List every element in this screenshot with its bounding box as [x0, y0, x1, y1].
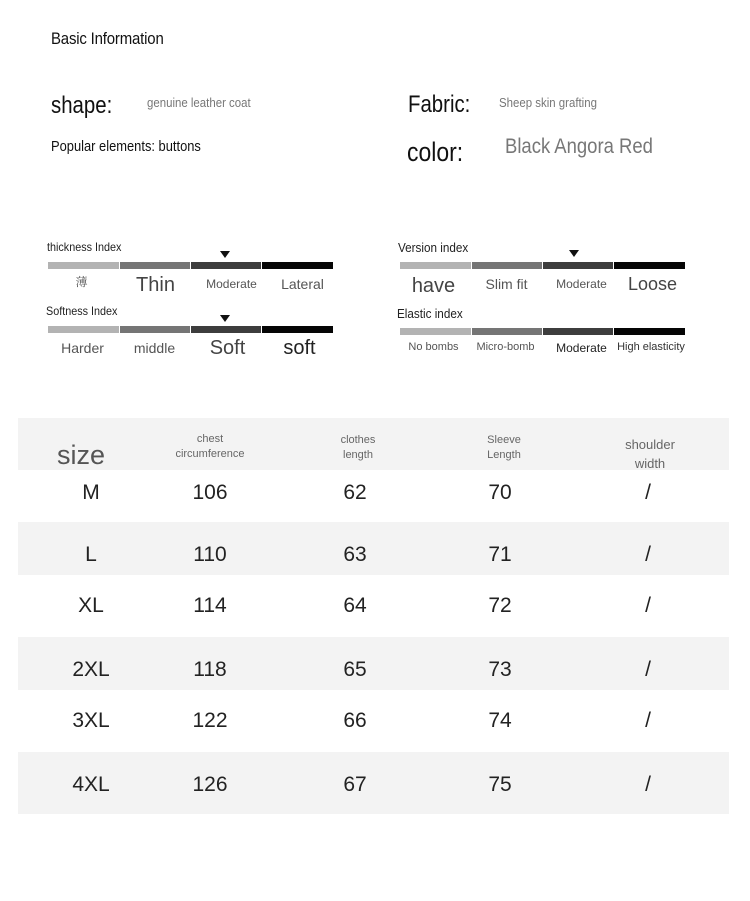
cell-length: 62: [343, 481, 367, 504]
header-length-line1: clothes: [340, 434, 376, 446]
version-bar-2: [472, 262, 542, 269]
version-seg-1: have: [411, 275, 456, 297]
header-sleeve: [454, 433, 554, 463]
elastic-bar-3: [543, 328, 613, 335]
table-row: [18, 752, 729, 814]
softness-pointer-icon: [220, 315, 230, 322]
softness-seg-3: Soft: [209, 337, 246, 359]
elastic-bar-4: [614, 328, 685, 335]
cell-length: 63: [343, 543, 367, 566]
cell-shoulder: /: [645, 773, 651, 796]
cell-shoulder: /: [645, 481, 651, 504]
thickness-bar-1: [48, 262, 119, 269]
header-shoulder-line2: width: [634, 456, 666, 471]
cell-shoulder: /: [645, 658, 651, 681]
softness-bar-3: [191, 326, 261, 333]
version-index-label: Version index: [398, 240, 469, 255]
fabric-label: Fabric:: [408, 91, 471, 118]
thickness-seg-2: Thin: [136, 274, 175, 296]
softness-seg-2: middle: [133, 340, 176, 356]
version-bar-4: [614, 262, 685, 269]
cell-length: 66: [343, 709, 367, 732]
header-shoulder-line1: shoulder: [625, 437, 675, 452]
size-table-body: [18, 470, 729, 814]
cell-chest: 106: [192, 481, 228, 504]
version-seg-2: Slim fit: [485, 276, 528, 292]
color-value: Black Angora Red: [505, 135, 653, 158]
elastic-index-label: Elastic index: [397, 306, 463, 321]
shape-value: genuine leather coat: [147, 95, 251, 110]
header-chest-line1: chest: [196, 433, 224, 445]
cell-length: 64: [343, 594, 367, 617]
fabric-value: Sheep skin grafting: [499, 95, 597, 110]
cell-chest: 122: [192, 709, 228, 732]
color-label: color:: [407, 137, 464, 167]
thickness-index-label: thickness Index: [47, 240, 122, 254]
shape-label: shape:: [51, 92, 113, 119]
cell-length: 65: [343, 658, 367, 681]
thickness-bar-4: [262, 262, 333, 269]
cell-sleeve: 72: [488, 594, 512, 617]
header-length-line2: length: [343, 449, 373, 461]
version-bar-1: [400, 262, 471, 269]
size-table: [18, 418, 729, 814]
header-chest: [160, 432, 260, 462]
cell-sleeve: 74: [488, 709, 512, 732]
cell-chest: 114: [193, 594, 227, 617]
header-length: [308, 433, 408, 463]
cell-sleeve: 71: [488, 543, 512, 566]
thickness-bar-3: [191, 262, 261, 269]
cell-size: XL: [78, 594, 104, 617]
header-size: size: [56, 440, 105, 470]
cell-size: 3XL: [72, 709, 110, 732]
softness-bar-1: [48, 326, 119, 333]
elastic-seg-4: High elasticity: [617, 341, 685, 353]
table-row: [18, 470, 729, 522]
thickness-bar-2: [120, 262, 190, 269]
cell-size: M: [82, 481, 100, 504]
elastic-seg-3: Moderate: [556, 341, 607, 355]
table-row: [18, 637, 729, 690]
thickness-seg-4: Lateral: [281, 276, 324, 292]
version-seg-4: Loose: [627, 274, 678, 294]
cell-sleeve: 73: [488, 658, 512, 681]
thickness-seg-1: 薄: [75, 275, 88, 289]
cell-size: 4XL: [72, 773, 110, 796]
softness-seg-1: Harder: [61, 340, 104, 356]
cell-chest: 110: [193, 543, 227, 566]
elastic-seg-1: No bombs: [408, 341, 459, 353]
table-row: [18, 575, 729, 637]
cell-length: 67: [343, 773, 367, 796]
cell-chest: 118: [193, 658, 227, 681]
header-shoulder: [600, 435, 700, 473]
version-seg-3: Moderate: [556, 277, 607, 291]
elastic-bar-2: [472, 328, 542, 335]
softness-seg-4: soft: [283, 337, 316, 359]
cell-sleeve: 75: [488, 773, 512, 796]
cell-size: 2XL: [72, 658, 110, 681]
header-sleeve-line2: Length: [487, 449, 521, 461]
version-bar-3: [543, 262, 613, 269]
elastic-seg-2: Micro-bomb: [476, 341, 535, 353]
cell-sleeve: 70: [488, 481, 512, 504]
cell-size: L: [85, 543, 97, 566]
softness-bar-2: [120, 326, 190, 333]
thickness-pointer-icon: [220, 251, 230, 258]
thickness-seg-3: Moderate: [206, 277, 257, 291]
cell-shoulder: /: [645, 709, 651, 732]
popular-elements: Popular elements: buttons: [51, 138, 201, 155]
size-table-header: [18, 418, 729, 470]
elastic-bar-1: [400, 328, 471, 335]
softness-index-label: Softness Index: [46, 304, 118, 318]
table-row: [18, 522, 729, 575]
section-title: Basic Information: [51, 29, 164, 48]
version-pointer-icon: [569, 250, 579, 257]
cell-shoulder: /: [645, 594, 651, 617]
softness-bar-4: [262, 326, 333, 333]
cell-shoulder: /: [645, 543, 651, 566]
header-sleeve-line1: Sleeve: [487, 434, 521, 446]
cell-chest: 126: [192, 773, 228, 796]
header-chest-line2: circumference: [175, 448, 245, 460]
table-row: [18, 690, 729, 752]
